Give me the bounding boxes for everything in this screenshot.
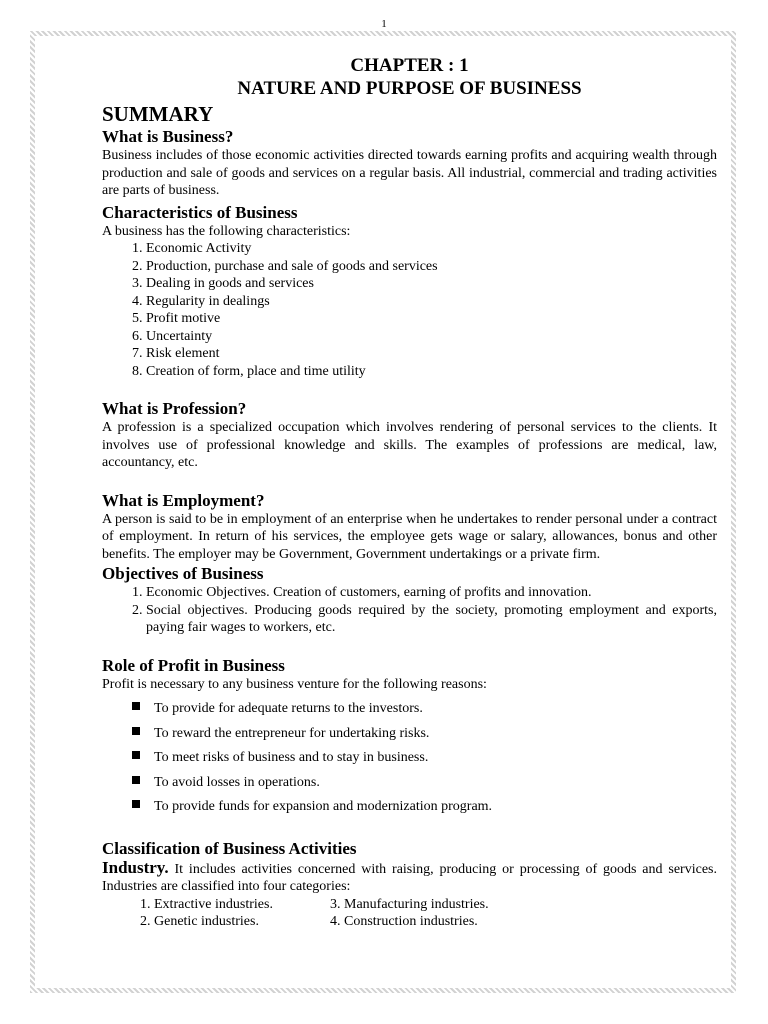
list-item: 2. Social objectives. Producing goods required by the society, promoting employment and exports, paying fair wages to workers, etc. [146,602,717,637]
list-item: 3. Dealing in goods and services [146,275,717,293]
document-body [102,54,717,931]
section-heading-classification: Classification of Business Activities [102,838,357,858]
category-item: 3. Manufacturing industries. [330,896,489,912]
profit-reasons-list [102,697,717,820]
section-heading-characteristics: Characteristics of Business [102,202,298,222]
profession-paragraph: A profession is a specialized occupation which involves rendering of personal services to the clients. It involves use of professional knowledge and skills. The examples of professions are medical, law, accountancy, etc. [102,420,717,470]
industry-text: It includes activities concerned with raising, producing or processing of goods and services. Industries are classified into four categories: [102,861,717,894]
category-item: 2. Genetic industries. [140,914,259,929]
category-item: 1. Extractive industries. [140,896,273,912]
industry-categories [102,896,717,931]
list-item: 6. Uncertainty [146,328,717,346]
section-heading-objectives: Objectives of Business [102,564,264,583]
chapter-title: NATURE AND PURPOSE OF BUSINESS [237,78,582,99]
category-item: 4. Construction industries. [330,914,478,929]
chapter-number: CHAPTER : 1 [350,55,469,76]
list-item: 1. Economic Activity [146,240,717,258]
square-bullet-icon [132,751,140,759]
industry-lead: Industry. [102,857,169,877]
list-item: 5. Profit motive [146,310,717,328]
square-bullet-icon [132,702,140,710]
list-item: 1. Economic Objectives. Creation of customers, earning of profits and innovation. [146,584,717,602]
objectives-list [102,584,717,637]
page-number: 1 [381,18,387,30]
characteristics-list [102,240,717,380]
profit-role-intro: Profit is necessary to any business venture for the following reasons: [102,676,487,692]
list-item: To provide for adequate returns to the investors. [132,697,717,722]
section-heading-profession: What is Profession? [102,399,247,418]
list-item: 7. Risk element [146,345,717,363]
list-item: 4. Regularity in dealings [146,293,717,311]
section-heading-employment: What is Employment? [102,490,265,510]
square-bullet-icon [132,800,140,808]
industry-paragraph [102,859,717,896]
business-paragraph: Business includes of those economic activities directed towards earning profits and acquiring wealth through production and sale of goods and services on a regular basis. All industrial, commercial and trading activities are parts of business. [102,148,717,198]
characteristics-intro: A business has the following characteristics: [102,223,351,239]
list-item: 2. Production, purchase and sale of goods and services [146,258,717,276]
summary-heading: SUMMARY [102,102,214,126]
list-item: To provide funds for expansion and modernization program. [132,795,717,820]
list-item: To avoid losses in operations. [132,771,717,796]
employment-paragraph: A person is said to be in employment of an enterprise when he undertakes to render personal under a contract of employment. In return of his services, the employee gets wage or salary, allowances, bonus and other benefits. The employer may be Government, Government undertakings or a private firm. [102,511,717,562]
square-bullet-icon [132,776,140,784]
section-heading-business: What is Business? [102,127,234,146]
square-bullet-icon [132,727,140,735]
list-item: 8. Creation of form, place and time utility [146,363,717,381]
list-item: To reward the entrepreneur for undertaking risks. [132,722,717,747]
list-item: To meet risks of business and to stay in business. [132,746,717,771]
section-heading-profit-role: Role of Profit in Business [102,655,285,675]
